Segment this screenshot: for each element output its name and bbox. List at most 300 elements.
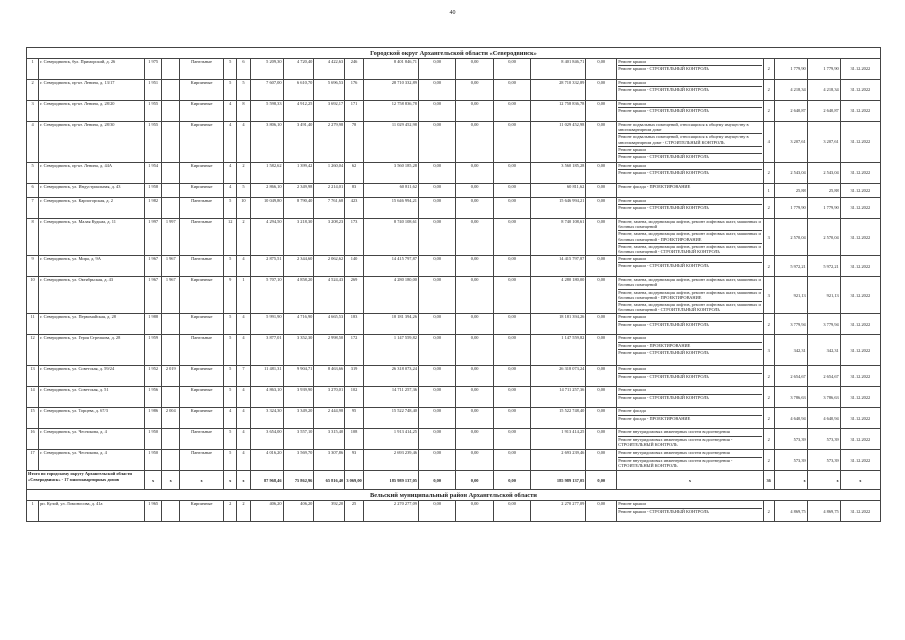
cell-c2: 1 779,90 bbox=[807, 59, 840, 80]
table-row bbox=[27, 277, 881, 314]
cell-total: 12 758 836,78 bbox=[363, 101, 418, 122]
cell-f1: 0,00 bbox=[418, 450, 455, 471]
cell-a1: 4 016,20 bbox=[250, 450, 283, 471]
cell-c2: 4 640,94 bbox=[807, 408, 840, 429]
cell-n: 9 bbox=[27, 256, 39, 277]
cell-fl: 4 bbox=[224, 163, 237, 184]
cell-y1: 1 950 bbox=[144, 429, 162, 450]
table-row bbox=[27, 450, 881, 471]
cell-addr: г. Северодвинск, ул. Индустриальная, д. 43 bbox=[39, 184, 145, 198]
cell-date: 31.12.2022 bbox=[840, 101, 880, 122]
cell-f3: 0,00 bbox=[493, 198, 530, 219]
page-number: 40 bbox=[449, 10, 456, 16]
cell-a1: 5 209,30 bbox=[250, 59, 283, 80]
table-row bbox=[27, 163, 881, 184]
cell-addr: г. Северодвинск, ул. Октябрьская, д. 43 bbox=[39, 277, 145, 314]
cell-ent: 2 bbox=[237, 219, 250, 256]
cell-total: 26 318 073,24 bbox=[363, 366, 418, 387]
cell-y1: 1 958 bbox=[144, 184, 162, 198]
cell-date: 31.12.2022 bbox=[840, 219, 880, 256]
cell-fl: 12 bbox=[224, 219, 237, 256]
cell-own: 11 029 452,98 bbox=[531, 122, 586, 163]
cell-date: 31.12.2022 bbox=[840, 163, 880, 184]
work-item: Ремонт внутридомовых инженерных систем водоотведения bbox=[618, 429, 762, 436]
cell-f1: 0,00 bbox=[418, 429, 455, 450]
work-item: Ремонт, замена, модернизация лифтов, ремонт лифтовых шахт, машинных и блочных помещений bbox=[618, 277, 762, 289]
cell-f2: 0,00 bbox=[456, 277, 493, 314]
cell-ent: 4 bbox=[237, 387, 250, 408]
cell-f4: 0,00 bbox=[586, 335, 617, 366]
cell-a1: 7 607,00 bbox=[250, 80, 283, 101]
cell-total: 14 415 797,87 bbox=[363, 256, 418, 277]
total-f3: 0,00 bbox=[493, 471, 530, 490]
cell-f4: 0,00 bbox=[586, 408, 617, 429]
table-row bbox=[27, 184, 881, 198]
cell-y2: 1 967 bbox=[162, 256, 180, 277]
cell-c1: 3 779,94 bbox=[774, 314, 807, 335]
cell-c1: 1 779,90 bbox=[774, 59, 807, 80]
cell-date: 31.12.2022 bbox=[840, 59, 880, 80]
cell-addr: г. Северодвинск, пр-кт. Ленина, д. 28/30 bbox=[39, 122, 145, 163]
works-cell bbox=[617, 408, 764, 429]
table-row bbox=[27, 408, 881, 429]
work-item: Ремонт крыши bbox=[618, 335, 762, 342]
cell-wall: Панельные bbox=[180, 429, 224, 450]
cell-y1: 1 982 bbox=[144, 198, 162, 219]
cell-f4: 0,00 bbox=[586, 163, 617, 184]
cell-n: 1 bbox=[27, 59, 39, 80]
table-row bbox=[27, 366, 881, 387]
cell-a3: 2 062,62 bbox=[314, 256, 345, 277]
cell-own: 28 710 332,89 bbox=[531, 80, 586, 101]
work-item: Ремонт крыши bbox=[618, 198, 762, 205]
cell-wall: Кирпичные bbox=[180, 277, 224, 314]
cell-c2: 2 640,87 bbox=[807, 101, 840, 122]
cell-c1: 573,39 bbox=[774, 429, 807, 450]
cell-a1: 3 324,30 bbox=[250, 408, 283, 429]
cell-date: 31.12.2022 bbox=[840, 122, 880, 163]
cell-a1: 5 707,10 bbox=[250, 277, 283, 314]
work-item: Ремонт крыши - СТРОИТЕЛЬНЫЙ КОНТРОЛЬ bbox=[618, 87, 709, 93]
cell-own: 12 758 836,78 bbox=[531, 101, 586, 122]
cell-f2: 0,00 bbox=[456, 184, 493, 198]
cell-date: 31.12.2022 bbox=[840, 501, 880, 522]
cell-c1: 5 972,21 bbox=[774, 256, 807, 277]
cell-a3: 3 692,17 bbox=[314, 101, 345, 122]
total-date: x bbox=[840, 471, 880, 490]
total-f1: 0,00 bbox=[418, 471, 455, 490]
cell-f4: 0,00 bbox=[586, 366, 617, 387]
work-item: Ремонт крыши - СТРОИТЕЛЬНЫЙ КОНТРОЛЬ bbox=[618, 394, 709, 400]
cell-f3: 0,00 bbox=[493, 184, 530, 198]
cell-wall: Панельные bbox=[180, 335, 224, 366]
cell-ent: 4 bbox=[237, 335, 250, 366]
table-body bbox=[27, 48, 881, 522]
cell-k: 2 bbox=[763, 80, 774, 101]
works-cell bbox=[617, 277, 764, 314]
cell-a2: 2 344,60 bbox=[283, 256, 314, 277]
cell-res: 25 bbox=[345, 501, 364, 522]
cell-a3: 8 463,66 bbox=[314, 366, 345, 387]
cell-a3: 4 665,53 bbox=[314, 314, 345, 335]
cell-y2 bbox=[162, 163, 180, 184]
cell-wall: Панельные bbox=[180, 450, 224, 471]
cell-a3: 3 270,01 bbox=[314, 387, 345, 408]
works-cell bbox=[617, 184, 764, 198]
cell-a3: 7 761,68 bbox=[314, 198, 345, 219]
cell-ent: 4 bbox=[237, 122, 250, 163]
cell-a1: 5 598,33 bbox=[250, 101, 283, 122]
cell-a3: 2 444,98 bbox=[314, 408, 345, 429]
cell-f2: 0,00 bbox=[456, 219, 493, 256]
cell-c2: 2 654,67 bbox=[807, 366, 840, 387]
cell-a1: 3 654,00 bbox=[250, 429, 283, 450]
work-item: Ремонт крыши - СТРОИТЕЛЬНЫЙ КОНТРОЛЬ bbox=[618, 66, 709, 72]
table-row bbox=[27, 219, 881, 256]
cell-addr: г. Северодвинск, бул. Приморский, д. 26 bbox=[39, 59, 145, 80]
works-cell bbox=[617, 429, 764, 450]
cell-date: 31.12.2022 bbox=[840, 198, 880, 219]
cell-c2: 3 786,63 bbox=[807, 387, 840, 408]
work-item: Ремонт крыши bbox=[618, 59, 762, 66]
cell-addr: г. Северодвинск, ул. Малая Кудьма, д. 11 bbox=[39, 219, 145, 256]
cell-total: 15 522 748,40 bbox=[363, 408, 418, 429]
cell-a2: 2 349,98 bbox=[283, 184, 314, 198]
cell-f2: 0,00 bbox=[456, 387, 493, 408]
cell-addr: г. Северодвинск, ул. Карпогорская, д. 2 bbox=[39, 198, 145, 219]
cell-c2: 3 207,61 bbox=[807, 122, 840, 163]
cell-f3: 0,00 bbox=[493, 122, 530, 163]
cell-a2: 9 904,71 bbox=[283, 366, 314, 387]
cell-f1: 0,00 bbox=[418, 219, 455, 256]
cell-total: 1 913 414,25 bbox=[363, 429, 418, 450]
cell-y2 bbox=[162, 80, 180, 101]
cell-y2 bbox=[162, 198, 180, 219]
cell-f3: 0,00 bbox=[493, 335, 530, 366]
cell-y2: 2 019 bbox=[162, 366, 180, 387]
cell-f1: 0,00 bbox=[418, 387, 455, 408]
section-header-row bbox=[27, 490, 881, 501]
work-item: Ремонт крыши - СТРОИТЕЛЬНЫЙ КОНТРОЛЬ bbox=[618, 349, 709, 355]
cell-a1: 10 049,80 bbox=[250, 198, 283, 219]
cell-c2: 4 869,75 bbox=[807, 501, 840, 522]
total-own: 185 989 137,05 bbox=[531, 471, 586, 490]
section-title: Городской округ Архангельской области «Северодвинск» bbox=[27, 48, 881, 59]
cell-f4: 0,00 bbox=[586, 80, 617, 101]
work-item: Ремонт крыши bbox=[618, 101, 762, 108]
table-row bbox=[27, 314, 881, 335]
cell-own: 3 560 185,28 bbox=[531, 163, 586, 184]
table-row bbox=[27, 387, 881, 408]
cell-own: 60 811,62 bbox=[531, 184, 586, 198]
table-row bbox=[27, 101, 881, 122]
cell-total: 2 270 277,09 bbox=[363, 501, 418, 522]
cell-f1: 0,00 bbox=[418, 501, 455, 522]
cell-ent: 1 bbox=[237, 277, 250, 314]
cell-n: 16 bbox=[27, 429, 39, 450]
cell-fl: 5 bbox=[224, 314, 237, 335]
section-header-row bbox=[27, 48, 881, 59]
work-item: Ремонт крыши bbox=[618, 366, 762, 373]
cell-f4: 0,00 bbox=[586, 219, 617, 256]
cell-c2: 921,13 bbox=[807, 277, 840, 314]
cell-f1: 0,00 bbox=[418, 122, 455, 163]
works-cell bbox=[617, 387, 764, 408]
cell-wall: Кирпичные bbox=[180, 387, 224, 408]
total-wall: x bbox=[180, 471, 224, 490]
table-row bbox=[27, 59, 881, 80]
cell-addr: г. Северодвинск, пр-кт. Ленина, д. 28/20 bbox=[39, 101, 145, 122]
cell-f3: 0,00 bbox=[493, 366, 530, 387]
cell-a2: 6 610,70 bbox=[283, 80, 314, 101]
work-item: Ремонт внутридомовых инженерных систем водоотведения - СТРОИТЕЛЬНЫЙ КОНТРОЛЬ bbox=[618, 436, 733, 447]
cell-fl: 5 bbox=[224, 366, 237, 387]
cell-n: 11 bbox=[27, 314, 39, 335]
cell-a1: 2 866,10 bbox=[250, 184, 283, 198]
cell-date: 31.12.2022 bbox=[840, 387, 880, 408]
cell-date: 31.12.2022 bbox=[840, 80, 880, 101]
works-cell bbox=[617, 366, 764, 387]
cell-c2: 1 779,90 bbox=[807, 198, 840, 219]
cell-own: 8 740 108,61 bbox=[531, 219, 586, 256]
cell-ent: 5 bbox=[237, 80, 250, 101]
cell-addr: г. Северодвинск, ул. Чеснокова, д. 4 bbox=[39, 450, 145, 471]
cell-k: 2 bbox=[763, 256, 774, 277]
cell-total: 8 401 846,71 bbox=[363, 59, 418, 80]
cell-ent: 7 bbox=[237, 366, 250, 387]
work-item: Ремонт фасада - ПРОЕКТИРОВАНИЕ bbox=[618, 184, 691, 189]
works-cell bbox=[617, 256, 764, 277]
cell-f2: 0,00 bbox=[456, 366, 493, 387]
cell-c1: 25,88 bbox=[774, 184, 807, 198]
works-cell bbox=[617, 335, 764, 366]
table-row bbox=[27, 80, 881, 101]
cell-y2 bbox=[162, 101, 180, 122]
cell-own: 2 693 239,46 bbox=[531, 450, 586, 471]
cell-a3: 3 315,40 bbox=[314, 429, 345, 450]
cell-a2: 4 858,20 bbox=[283, 277, 314, 314]
cell-k: 2 bbox=[763, 198, 774, 219]
cell-a3: 2 279,98 bbox=[314, 122, 345, 163]
cell-c2: 573,39 bbox=[807, 429, 840, 450]
work-item: Ремонт фасада bbox=[618, 408, 762, 415]
cell-f3: 0,00 bbox=[493, 501, 530, 522]
cell-f3: 0,00 bbox=[493, 163, 530, 184]
cell-y1: 1 950 bbox=[144, 450, 162, 471]
cell-y1: 1 975 bbox=[144, 59, 162, 80]
cell-ent: 4 bbox=[237, 314, 250, 335]
cell-y1: 1 954 bbox=[144, 163, 162, 184]
work-item: Ремонт крыши - СТРОИТЕЛЬНЫЙ КОНТРОЛЬ bbox=[618, 108, 709, 114]
cell-ent: 4 bbox=[237, 450, 250, 471]
cell-a3: 3 208,23 bbox=[314, 219, 345, 256]
cell-a2: 3 218,30 bbox=[283, 219, 314, 256]
cell-c2: 573,39 bbox=[807, 450, 840, 471]
cell-date: 31.12.2022 bbox=[840, 277, 880, 314]
cell-res: 319 bbox=[345, 366, 364, 387]
cell-addr: г. Северодвинск, пр-кт. Ленина, д. 13/17 bbox=[39, 80, 145, 101]
cell-a1: 5 991,90 bbox=[250, 314, 283, 335]
cell-wall: Кирпичные bbox=[180, 501, 224, 522]
cell-y1: 1 967 bbox=[144, 256, 162, 277]
cell-a2: 3 491,40 bbox=[283, 122, 314, 163]
cell-f2: 0,00 bbox=[456, 501, 493, 522]
cell-y2: 2 004 bbox=[162, 408, 180, 429]
cell-ent: 4 bbox=[237, 256, 250, 277]
cell-k: 2 bbox=[763, 59, 774, 80]
cell-k: 1 bbox=[763, 184, 774, 198]
cell-f4: 0,00 bbox=[586, 101, 617, 122]
cell-f3: 0,00 bbox=[493, 59, 530, 80]
cell-fl: 4 bbox=[224, 408, 237, 429]
cell-res: 173 bbox=[345, 219, 364, 256]
cell-c2: 2 543,04 bbox=[807, 163, 840, 184]
cell-f2: 0,00 bbox=[456, 101, 493, 122]
table-row bbox=[27, 501, 881, 522]
cell-fl: 9 bbox=[224, 277, 237, 314]
cell-a1: 4 294,50 bbox=[250, 219, 283, 256]
cell-f4: 0,00 bbox=[586, 387, 617, 408]
cell-wall: Панельные bbox=[180, 198, 224, 219]
cell-k: 4 bbox=[763, 122, 774, 163]
cell-addr: г. Северодвинск, ул. Советская, д. 51 bbox=[39, 387, 145, 408]
work-item: Ремонт крыши - СТРОИТЕЛЬНЫЙ КОНТРОЛЬ bbox=[618, 508, 709, 514]
cell-c1: 2 570,04 bbox=[774, 219, 807, 256]
cell-c1: 2 640,87 bbox=[774, 101, 807, 122]
cell-addr: г. Северодвинск, ул. Первомайская, д. 28 bbox=[39, 314, 145, 335]
total-res: 3 069,00 bbox=[345, 471, 364, 490]
cell-n: 13 bbox=[27, 366, 39, 387]
cell-f4: 0,00 bbox=[586, 184, 617, 198]
cell-f1: 0,00 bbox=[418, 80, 455, 101]
cell-c2: 3 779,94 bbox=[807, 314, 840, 335]
works-cell bbox=[617, 80, 764, 101]
table-row bbox=[27, 429, 881, 450]
total-a2: 75 862,96 bbox=[283, 471, 314, 490]
works-cell bbox=[617, 198, 764, 219]
cell-own: 2 270 277,09 bbox=[531, 501, 586, 522]
cell-k: 3 bbox=[763, 335, 774, 366]
cell-f3: 0,00 bbox=[493, 101, 530, 122]
cell-c2: 342,31 bbox=[807, 335, 840, 366]
cell-k: 2 bbox=[763, 314, 774, 335]
cell-c1: 1 779,90 bbox=[774, 198, 807, 219]
cell-date: 31.12.2022 bbox=[840, 408, 880, 429]
cell-res: 140 bbox=[345, 256, 364, 277]
work-item: Ремонт крыши - СТРОИТЕЛЬНЫЙ КОНТРОЛЬ bbox=[618, 170, 709, 176]
work-item: Ремонт, замена, модернизация лифтов, ремонт лифтовых шахт, машинных и блочных помещений bbox=[618, 219, 762, 231]
total-c1: x bbox=[774, 471, 807, 490]
cell-addr: рп. Кулой, ул. Ломоносова, д. 41а bbox=[39, 501, 145, 522]
cell-addr: г. Северодвинск, пр-кт. Ленина, д. 44А bbox=[39, 163, 145, 184]
work-item: Ремонт внутридомовых инженерных систем водоотведения - СТРОИТЕЛЬНЫЙ КОНТРОЛЬ bbox=[618, 457, 733, 468]
works-cell bbox=[617, 122, 764, 163]
work-item: Ремонт, замена, модернизация лифтов, ремонт лифтовых шахт, машинных и блочных помещений - ПРОЕКТИРОВАНИЕ bbox=[618, 290, 762, 302]
cell-y1: 1 956 bbox=[144, 387, 162, 408]
work-item: Ремонт крыши bbox=[618, 147, 762, 154]
cell-a2: 8 790,40 bbox=[283, 198, 314, 219]
work-item: Ремонт крыши bbox=[618, 163, 762, 170]
work-item: Ремонт подвальных помещений, относящихся к общему имуществу в многоквартирном доме bbox=[618, 122, 762, 134]
cell-f4: 0,00 bbox=[586, 450, 617, 471]
total-total: 185 989 137,05 bbox=[363, 471, 418, 490]
cell-c1: 4 869,75 bbox=[774, 501, 807, 522]
cell-k: 3 bbox=[763, 277, 774, 314]
cell-total: 3 560 185,28 bbox=[363, 163, 418, 184]
cell-f3: 0,00 bbox=[493, 277, 530, 314]
cell-res: 62 bbox=[345, 163, 364, 184]
cell-f1: 0,00 bbox=[418, 366, 455, 387]
cell-f1: 0,00 bbox=[418, 277, 455, 314]
cell-fl: 5 bbox=[224, 59, 237, 80]
cell-total: 18 181 394,26 bbox=[363, 314, 418, 335]
cell-a1: 4 863,10 bbox=[250, 387, 283, 408]
cell-k: 2 bbox=[763, 408, 774, 429]
cell-total: 14 711 257,36 bbox=[363, 387, 418, 408]
work-item: Ремонт внутридомовых инженерных систем водоотведения bbox=[618, 450, 762, 457]
work-item: Ремонт фасада - ПРОЕКТИРОВАНИЕ bbox=[618, 415, 691, 421]
cell-a3: 392,20 bbox=[314, 501, 345, 522]
cell-f4: 0,00 bbox=[586, 256, 617, 277]
works-cell bbox=[617, 163, 764, 184]
cell-date: 31.12.2022 bbox=[840, 366, 880, 387]
cell-fl: 2 bbox=[224, 501, 237, 522]
cell-a2: 3 349,20 bbox=[283, 408, 314, 429]
cell-a2: 3 569,70 bbox=[283, 450, 314, 471]
cell-fl: 5 bbox=[224, 450, 237, 471]
cell-f2: 0,00 bbox=[456, 163, 493, 184]
cell-res: 95 bbox=[345, 408, 364, 429]
work-item: Ремонт крыши - СТРОИТЕЛЬНЫЙ КОНТРОЛЬ bbox=[618, 373, 709, 379]
cell-y2 bbox=[162, 184, 180, 198]
cell-res: 93 bbox=[345, 450, 364, 471]
cell-a3: 3 307,86 bbox=[314, 450, 345, 471]
cell-a3: 4 524,43 bbox=[314, 277, 345, 314]
cell-a1: 11 481,31 bbox=[250, 366, 283, 387]
cell-own: 14 711 257,36 bbox=[531, 387, 586, 408]
cell-k: 2 bbox=[763, 450, 774, 471]
works-cell bbox=[617, 101, 764, 122]
total-a1: 87 968,46 bbox=[250, 471, 283, 490]
repair-program-table-wrapper bbox=[26, 47, 881, 522]
work-item: Ремонт крыши - СТРОИТЕЛЬНЫЙ КОНТРОЛЬ bbox=[618, 321, 709, 327]
cell-total: 2 693 239,46 bbox=[363, 450, 418, 471]
cell-wall: Панельные bbox=[180, 219, 224, 256]
cell-own: 1 147 559,82 bbox=[531, 335, 586, 366]
cell-f1: 0,00 bbox=[418, 101, 455, 122]
cell-res: 423 bbox=[345, 198, 364, 219]
total-k: 36 bbox=[763, 471, 774, 490]
cell-fl: 4 bbox=[224, 122, 237, 163]
cell-date: 31.12.2022 bbox=[840, 256, 880, 277]
cell-ent: 4 bbox=[237, 408, 250, 429]
cell-n: 10 bbox=[27, 277, 39, 314]
cell-y2 bbox=[162, 122, 180, 163]
cell-res: 102 bbox=[345, 387, 364, 408]
cell-k: 3 bbox=[763, 219, 774, 256]
cell-c1: 4 640,94 bbox=[774, 408, 807, 429]
cell-c1: 921,13 bbox=[774, 277, 807, 314]
cell-own: 26 318 073,24 bbox=[531, 366, 586, 387]
cell-addr: г. Северодвинск, ул. Мира, д. 9А bbox=[39, 256, 145, 277]
cell-f4: 0,00 bbox=[586, 429, 617, 450]
works-cell bbox=[617, 314, 764, 335]
work-item: Ремонт крыши - СТРОИТЕЛЬНЫЙ КОНТРОЛЬ bbox=[618, 154, 709, 160]
cell-ent: 8 bbox=[237, 101, 250, 122]
cell-f4: 0,00 bbox=[586, 198, 617, 219]
cell-n: 3 bbox=[27, 101, 39, 122]
cell-fl: 5 bbox=[224, 256, 237, 277]
